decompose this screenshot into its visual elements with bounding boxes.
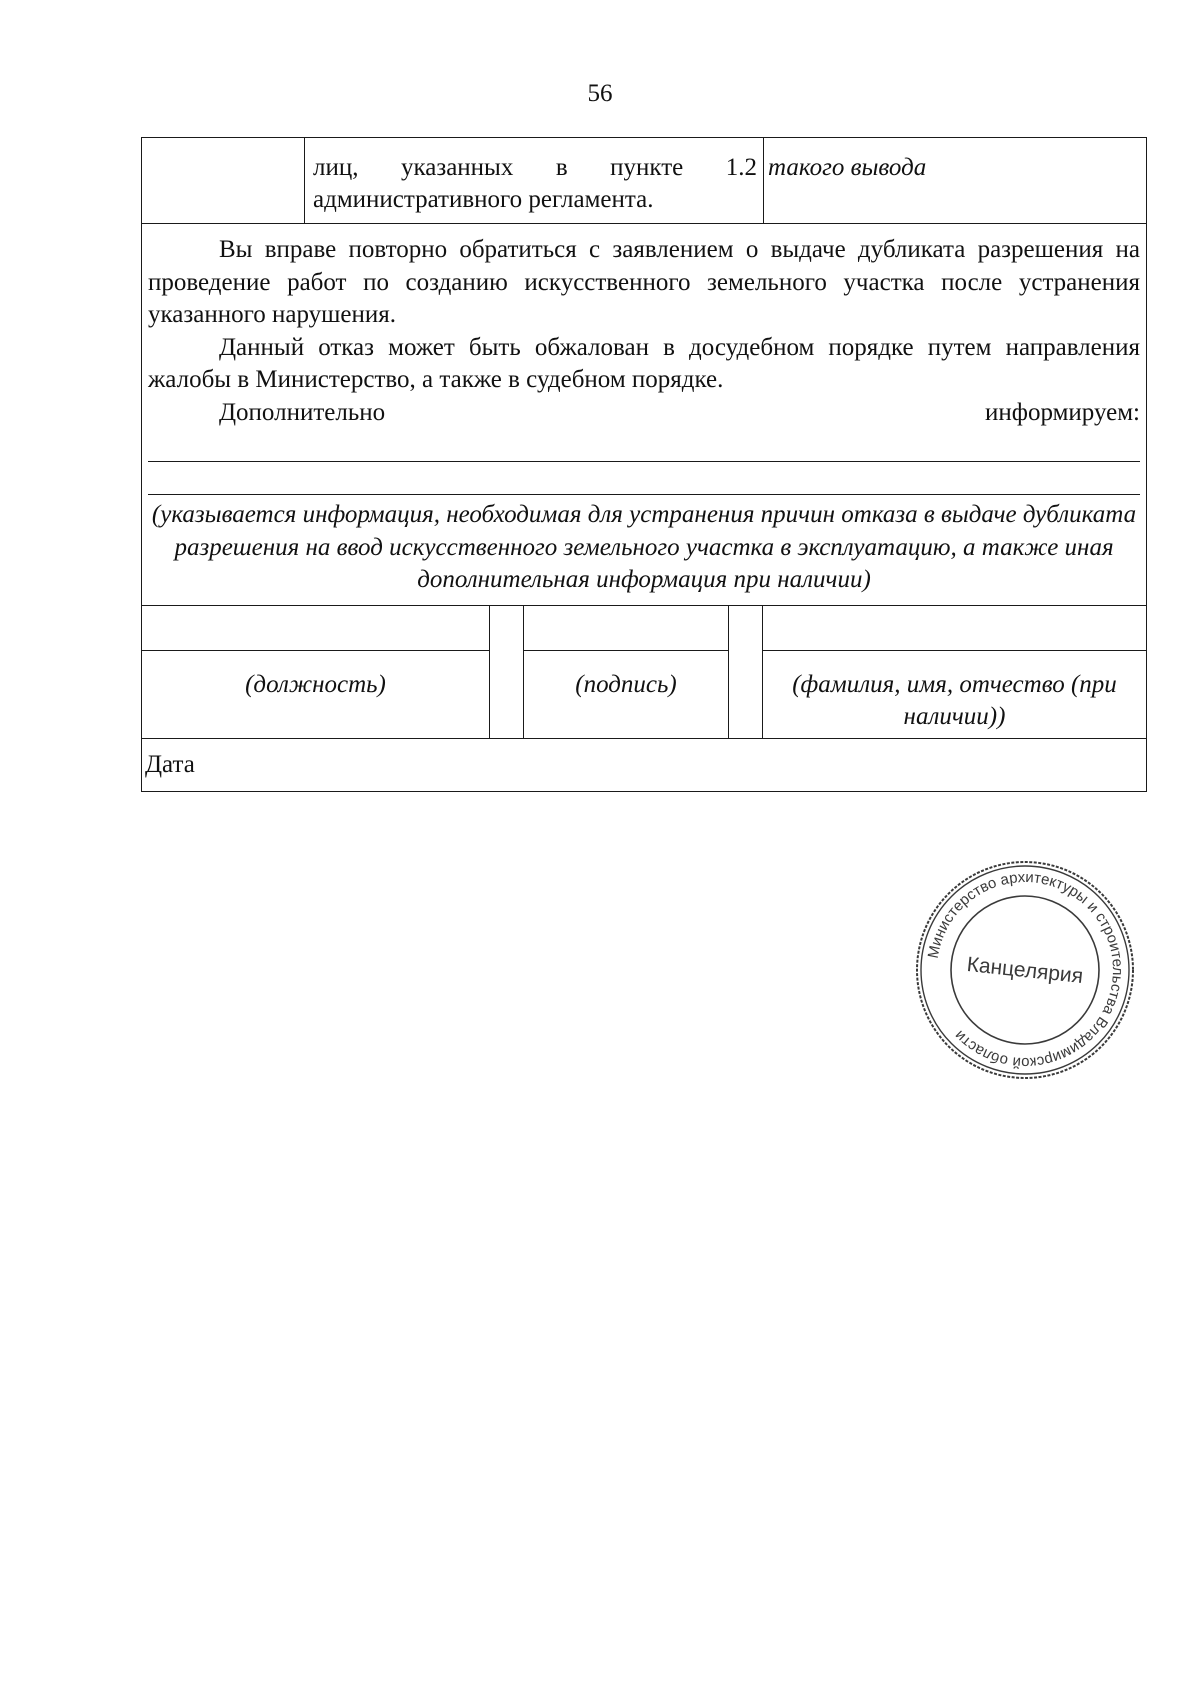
reapply-paragraph: Вы вправе повторно обратиться с заявлением о выдаче дубликата разрешения на проведение работ по созданию искусственного земельного участка после устранения указанного нарушения. — [148, 236, 1140, 328]
fill-in-line-1[interactable] — [148, 429, 1140, 462]
position-caption: (должность) — [142, 651, 490, 738]
refusal-form — [141, 137, 1147, 792]
grounds-word: пункте — [610, 154, 684, 181]
date-row — [142, 739, 1146, 791]
position-field[interactable] — [142, 606, 490, 651]
stamp-ring-text: Министерство архитектуры и строительства Владимирской области — [924, 868, 1127, 1072]
fill-in-line-2[interactable] — [148, 462, 1140, 495]
additional-left-word: Дополнительно — [219, 398, 386, 426]
additional-right-word: информируем: — [985, 398, 1140, 426]
empty-cell — [142, 138, 305, 223]
grounds-cell — [305, 138, 764, 223]
office-stamp — [910, 855, 1140, 1085]
appeal-paragraph: Данный отказ может быть обжалован в досудебном порядке путем направления жалобы в Министерство, а также в судебном порядке. — [148, 333, 1140, 393]
page-number: 56 — [587, 80, 613, 107]
date-label: Дата — [145, 750, 195, 778]
full-name-field[interactable] — [763, 606, 1146, 651]
signature-spacer — [729, 606, 763, 738]
grounds-line-1 — [313, 152, 757, 184]
signature-block — [142, 606, 1146, 739]
additional-info-line — [148, 397, 1140, 430]
table-row-top — [142, 138, 1146, 224]
signature-spacer — [490, 606, 524, 738]
notice-text-section — [142, 224, 1146, 606]
grounds-word: указанных — [400, 154, 514, 181]
grounds-word: лиц, — [313, 154, 359, 181]
grounds-word: в — [555, 154, 568, 181]
grounds-line-2: административного регламента. — [313, 186, 654, 213]
full-name-caption: (фамилия, имя, отчество (при наличии)) — [792, 670, 1117, 730]
signature-caption: (подпись) — [524, 651, 729, 738]
stamp-center-text: Канцелярия — [965, 952, 1085, 989]
grounds-word: 1.2 — [725, 154, 757, 181]
signature-field[interactable] — [524, 606, 729, 651]
explanation-cell: такого вывода — [768, 154, 927, 181]
fill-in-hint: (указывается информация, необходимая для устранения причин отказа в выдаче дубликата разрешения на ввод искусственного земельного участка в эксплуатацию, а также иная дополнительная информация при наличии) — [151, 501, 1137, 593]
